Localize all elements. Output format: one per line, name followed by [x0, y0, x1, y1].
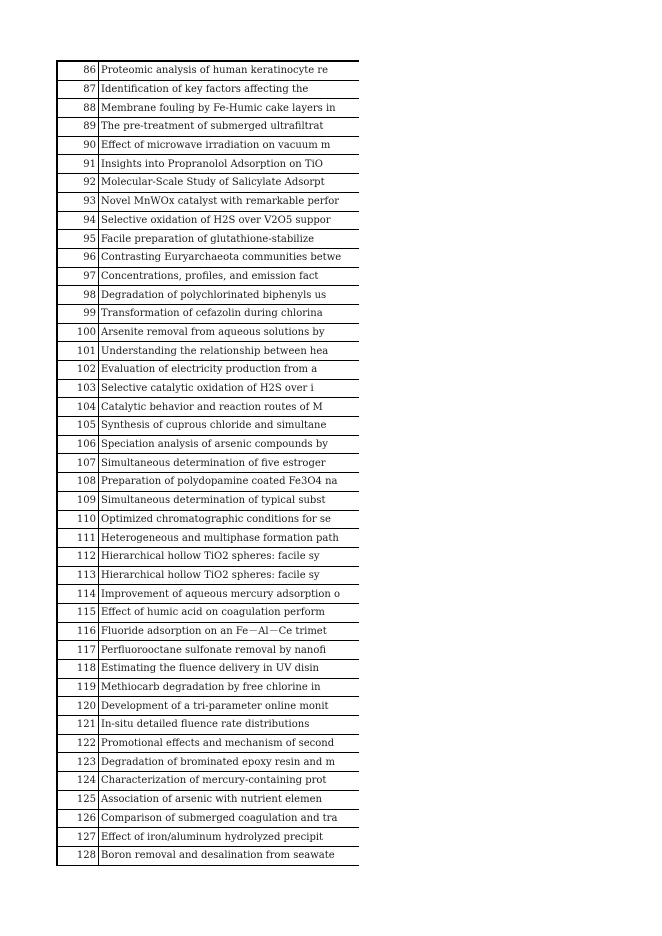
row-number-cell[interactable]: 101 — [57, 342, 99, 361]
title-cell[interactable]: Selective catalytic oxidation of H2S over i — [99, 379, 360, 398]
title-cell[interactable]: Simultaneous determination of typical subst — [99, 491, 360, 510]
table-row — [57, 734, 359, 753]
table-row — [57, 304, 359, 323]
table-row — [57, 323, 359, 342]
table-row — [57, 697, 359, 716]
row-number-cell[interactable]: 105 — [57, 417, 99, 436]
title-cell[interactable]: Insights into Propranolol Adsorption on TiO — [99, 155, 360, 174]
spreadsheet-table — [56, 60, 359, 866]
table-row — [57, 80, 359, 99]
title-cell[interactable]: Understanding the relationship between hea — [99, 342, 360, 361]
row-number-cell[interactable]: 90 — [57, 136, 99, 155]
title-cell[interactable]: Optimized chromatographic conditions for se — [99, 510, 360, 529]
row-number-cell[interactable]: 126 — [57, 809, 99, 828]
table-row — [57, 622, 359, 641]
table-row — [57, 398, 359, 417]
row-number-cell[interactable]: 117 — [57, 641, 99, 660]
title-cell[interactable]: Contrasting Euryarchaeota communities betwe — [99, 248, 360, 267]
row-number-cell[interactable]: 124 — [57, 772, 99, 791]
title-cell[interactable]: Arsenite removal from aqueous solutions by — [99, 323, 360, 342]
title-cell[interactable]: Association of arsenic with nutrient elemen — [99, 790, 360, 809]
table-row — [57, 660, 359, 679]
title-cell[interactable]: Membrane fouling by Fe-Humic cake layers in — [99, 99, 360, 118]
row-number-cell[interactable]: 94 — [57, 211, 99, 230]
title-cell[interactable]: Effect of microwave irradiation on vacuum m — [99, 136, 360, 155]
title-cell[interactable]: Comparison of submerged coagulation and tra — [99, 809, 360, 828]
table-row — [57, 716, 359, 735]
title-cell[interactable]: Novel MnWOx catalyst with remarkable perfor — [99, 192, 360, 211]
table-row — [57, 510, 359, 529]
row-number-cell[interactable]: 107 — [57, 454, 99, 473]
table-body — [57, 61, 359, 865]
title-cell[interactable]: Methiocarb degradation by free chlorine in — [99, 678, 360, 697]
row-number-cell[interactable]: 108 — [57, 473, 99, 492]
row-number-cell[interactable]: 121 — [57, 716, 99, 735]
table-row — [57, 174, 359, 193]
row-number-cell[interactable]: 116 — [57, 622, 99, 641]
row-number-cell[interactable]: 104 — [57, 398, 99, 417]
row-number-cell[interactable]: 95 — [57, 230, 99, 249]
row-number-cell[interactable]: 96 — [57, 248, 99, 267]
title-cell[interactable]: Proteomic analysis of human keratinocyte re — [99, 61, 360, 80]
row-number-cell[interactable]: 99 — [57, 304, 99, 323]
table-row — [57, 772, 359, 791]
row-number-cell[interactable]: 120 — [57, 697, 99, 716]
row-number-cell[interactable]: 102 — [57, 361, 99, 380]
row-number-cell[interactable]: 98 — [57, 286, 99, 305]
title-cell[interactable]: Simultaneous determination of five estroger — [99, 454, 360, 473]
title-cell[interactable]: In-situ detailed fluence rate distributions — [99, 716, 360, 735]
table-row — [57, 566, 359, 585]
row-number-cell[interactable]: 118 — [57, 660, 99, 679]
table-row — [57, 417, 359, 436]
table-row — [57, 267, 359, 286]
table-row — [57, 603, 359, 622]
title-cell[interactable]: Improvement of aqueous mercury adsorption o — [99, 585, 360, 604]
row-number-cell[interactable]: 125 — [57, 790, 99, 809]
title-cell[interactable]: Speciation analysis of arsenic compounds by — [99, 435, 360, 454]
row-number-cell[interactable]: 88 — [57, 99, 99, 118]
table-row — [57, 585, 359, 604]
table-row — [57, 211, 359, 230]
title-cell[interactable]: Characterization of mercury-containing prot — [99, 772, 360, 791]
row-number-cell[interactable]: 87 — [57, 80, 99, 99]
table-row — [57, 286, 359, 305]
title-cell[interactable]: Evaluation of electricity production from a — [99, 361, 360, 380]
table-row — [57, 790, 359, 809]
table-row — [57, 230, 359, 249]
table-row — [57, 248, 359, 267]
table-row — [57, 379, 359, 398]
table-row — [57, 99, 359, 118]
title-cell[interactable]: Facile preparation of glutathione-stabilize — [99, 230, 360, 249]
table-row — [57, 678, 359, 697]
row-number-cell[interactable]: 100 — [57, 323, 99, 342]
table-row — [57, 342, 359, 361]
title-cell[interactable]: Heterogeneous and multiphase formation path — [99, 529, 360, 548]
row-number-cell[interactable]: 91 — [57, 155, 99, 174]
table-row — [57, 473, 359, 492]
row-number-cell[interactable]: 103 — [57, 379, 99, 398]
row-number-cell[interactable]: 123 — [57, 753, 99, 772]
title-cell[interactable]: Development of a tri-parameter online monit — [99, 697, 360, 716]
table-row — [57, 155, 359, 174]
table-row — [57, 118, 359, 137]
title-cell[interactable]: Synthesis of cuprous chloride and simultane — [99, 417, 360, 436]
title-cell[interactable]: Identification of key factors affecting the — [99, 80, 360, 99]
table-row — [57, 828, 359, 847]
row-number-cell[interactable]: 109 — [57, 491, 99, 510]
row-number-cell[interactable]: 97 — [57, 267, 99, 286]
table-row — [57, 491, 359, 510]
row-number-cell[interactable]: 127 — [57, 828, 99, 847]
row-number-cell[interactable]: 113 — [57, 566, 99, 585]
title-cell[interactable]: Hierarchical hollow TiO2 spheres: facile sy — [99, 547, 360, 566]
table-row — [57, 192, 359, 211]
table-row — [57, 61, 359, 80]
title-cell[interactable]: The pre-treatment of submerged ultrafiltrat — [99, 118, 360, 137]
table-row — [57, 435, 359, 454]
title-cell[interactable]: Transformation of cefazolin during chlorina — [99, 304, 360, 323]
row-number-cell[interactable]: 115 — [57, 603, 99, 622]
table-row — [57, 809, 359, 828]
table-row — [57, 361, 359, 380]
table-row — [57, 529, 359, 548]
row-number-cell[interactable]: 119 — [57, 678, 99, 697]
row-number-cell[interactable]: 122 — [57, 734, 99, 753]
title-cell[interactable]: Effect of iron/aluminum hydrolyzed precipit — [99, 828, 360, 847]
title-cell[interactable]: Degradation of brominated epoxy resin and m — [99, 753, 360, 772]
table-row — [57, 753, 359, 772]
row-number-cell[interactable]: 93 — [57, 192, 99, 211]
title-cell[interactable]: Estimating the fluence delivery in UV disin — [99, 660, 360, 679]
row-number-cell[interactable]: 112 — [57, 547, 99, 566]
title-cell[interactable]: Fluoride adsorption on an Fe－Al－Ce trimet — [99, 622, 360, 641]
row-number-cell[interactable]: 86 — [57, 61, 99, 80]
title-cell[interactable]: Degradation of polychlorinated biphenyls us — [99, 286, 360, 305]
title-cell[interactable]: Boron removal and desalination from seawate — [99, 846, 360, 865]
title-cell[interactable]: Selective oxidation of H2S over V2O5 suppor — [99, 211, 360, 230]
row-number-cell[interactable]: 128 — [57, 846, 99, 865]
table-row — [57, 136, 359, 155]
table-row — [57, 641, 359, 660]
title-cell[interactable]: Molecular-Scale Study of Salicylate Adsorpt — [99, 174, 360, 193]
row-number-cell[interactable]: 106 — [57, 435, 99, 454]
title-cell[interactable]: Promotional effects and mechanism of second — [99, 734, 360, 753]
row-number-cell[interactable]: 89 — [57, 118, 99, 137]
title-cell[interactable]: Perfluorooctane sulfonate removal by nanofi — [99, 641, 360, 660]
title-cell[interactable]: Catalytic behavior and reaction routes of M — [99, 398, 360, 417]
row-number-cell[interactable]: 110 — [57, 510, 99, 529]
title-cell[interactable]: Effect of humic acid on coagulation perform — [99, 603, 360, 622]
title-cell[interactable]: Preparation of polydopamine coated Fe3O4 na — [99, 473, 360, 492]
title-cell[interactable]: Hierarchical hollow TiO2 spheres: facile sy — [99, 566, 360, 585]
table-row — [57, 547, 359, 566]
row-number-cell[interactable]: 92 — [57, 174, 99, 193]
title-cell[interactable]: Concentrations, profiles, and emission fact — [99, 267, 360, 286]
row-number-cell[interactable]: 114 — [57, 585, 99, 604]
row-number-cell[interactable]: 111 — [57, 529, 99, 548]
table-row — [57, 454, 359, 473]
table-row — [57, 846, 359, 865]
